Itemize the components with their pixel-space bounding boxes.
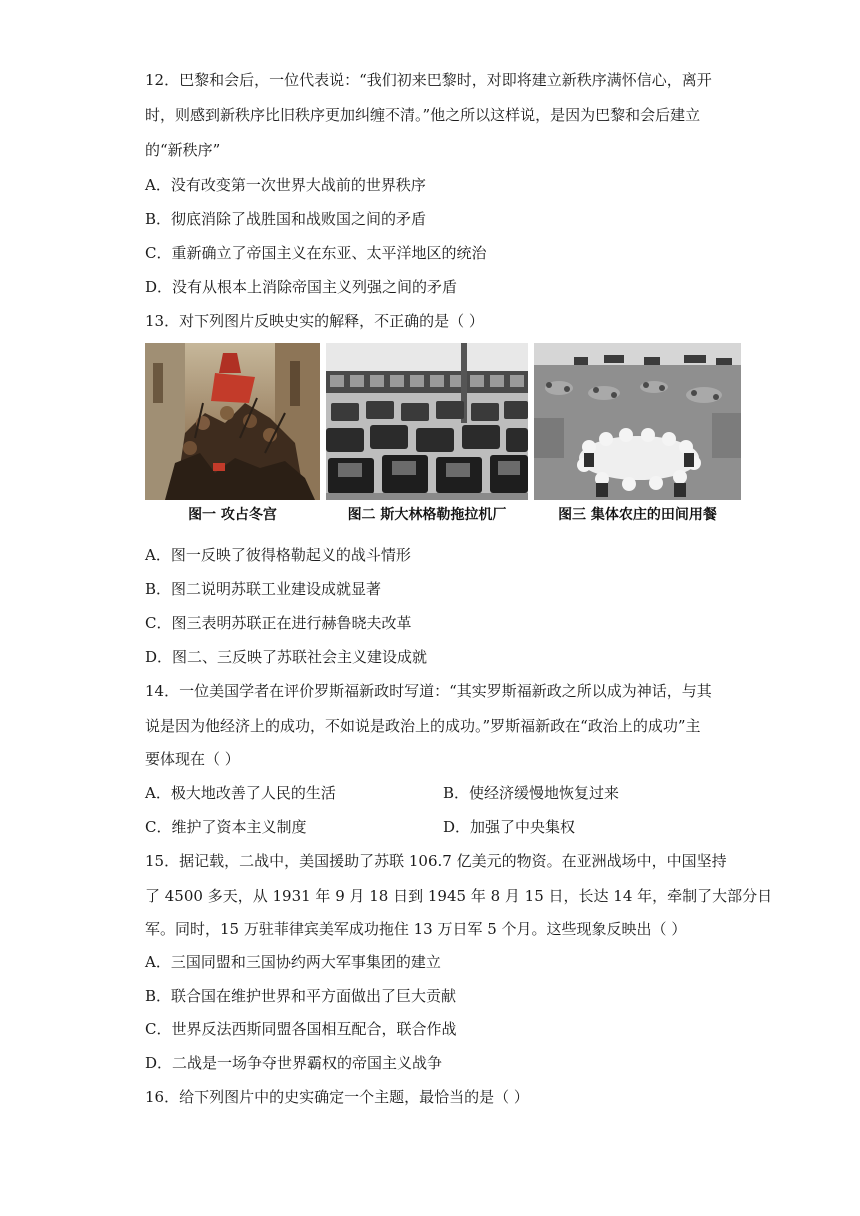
q15-stem-line-1: 15．据记载，二战中，美国援助了苏联 106.7 亿美元的物资。在亚洲战场中，中国坚持 xyxy=(145,852,727,870)
q12-option-c: C．重新确立了帝国主义在东亚、太平洋地区的统治 xyxy=(145,244,487,262)
q12-option-d: D．没有从根本上消除帝国主义列强之间的矛盾 xyxy=(145,278,458,296)
q14-option-b: B．使经济缓慢地恢复过来 xyxy=(443,784,620,802)
q13-figure-strip xyxy=(145,343,741,528)
figure-1-caption: 图一 攻占冬宫 xyxy=(188,507,277,523)
q13-option-a: A．图一反映了彼得格勒起义的战斗情形 xyxy=(145,546,411,564)
q14-stem-line-1: 14．一位美国学者在评价罗斯福新政时写道：“其实罗斯福新政之所以成为神话，与其 xyxy=(145,682,712,700)
q13-option-b: B．图二说明苏联工业建设成就显著 xyxy=(145,580,382,598)
figure-1-painting xyxy=(145,343,320,500)
figure-3 xyxy=(534,343,741,528)
q15-option-b: B．联合国在维护世界和平方面做出了巨大贡献 xyxy=(145,987,457,1005)
q14-option-c: C．维护了资本主义制度 xyxy=(145,818,307,836)
q12-stem-line-2: 时，则感到新秩序比旧秩序更加纠缠不清。”他之所以这样说，是因为巴黎和会后建立 xyxy=(145,106,701,124)
figure-3-caption: 图三 集体农庄的田间用餐 xyxy=(558,507,717,523)
figure-1 xyxy=(145,343,320,528)
figure-3-photo xyxy=(534,343,741,500)
q13-stem: 13．对下列图片反映史实的解释，不正确的是（ ） xyxy=(145,312,484,330)
q12-stem-line-3: 的“新秩序” xyxy=(145,141,221,159)
q14-stem-line-2: 说是因为他经济上的成功，不如说是政治上的成功。”罗斯福新政在“政治上的成功”主 xyxy=(145,717,701,735)
q13-option-d: D．图二、三反映了苏联社会主义建设成就 xyxy=(145,648,428,666)
q14-option-d: D．加强了中央集权 xyxy=(443,818,576,836)
figure-2-photo xyxy=(326,343,528,500)
q15-option-c: C．世界反法西斯同盟各国相互配合，联合作战 xyxy=(145,1020,457,1038)
q13-option-c: C．图三表明苏联正在进行赫鲁晓夫改革 xyxy=(145,614,412,632)
q12-stem-line-1: 12．巴黎和会后，一位代表说：“我们初来巴黎时，对即将建立新秩序满怀信心，离开 xyxy=(145,71,712,89)
q14-stem-line-3: 要体现在（ ） xyxy=(145,750,240,768)
q14-option-a: A．极大地改善了人民的生活 xyxy=(145,784,336,802)
q15-stem-line-2: 了 4500 多天，从 1931 年 9 月 18 日到 1945 年 8 月 15 日，长达 14 年，牵制了大部分日 xyxy=(145,887,773,905)
q12-option-a: A．没有改变第一次世界大战前的世界秩序 xyxy=(145,176,426,194)
q12-option-b: B．彻底消除了战胜国和战败国之间的矛盾 xyxy=(145,210,427,228)
q15-stem-line-3: 军。同时，15 万驻菲律宾美军成功拖住 13 万日军 5 个月。这些现象反映出（ ） xyxy=(145,920,687,938)
q16-stem: 16．给下列图片中的史实确定一个主题，最恰当的是（ ） xyxy=(145,1088,529,1106)
figure-2 xyxy=(326,343,528,528)
q15-option-d: D．二战是一场争夺世界霸权的帝国主义战争 xyxy=(145,1054,443,1072)
figure-2-caption: 图二 斯大林格勒拖拉机厂 xyxy=(347,507,507,523)
q15-option-a: A．三国同盟和三国协约两大军事集团的建立 xyxy=(145,953,441,971)
